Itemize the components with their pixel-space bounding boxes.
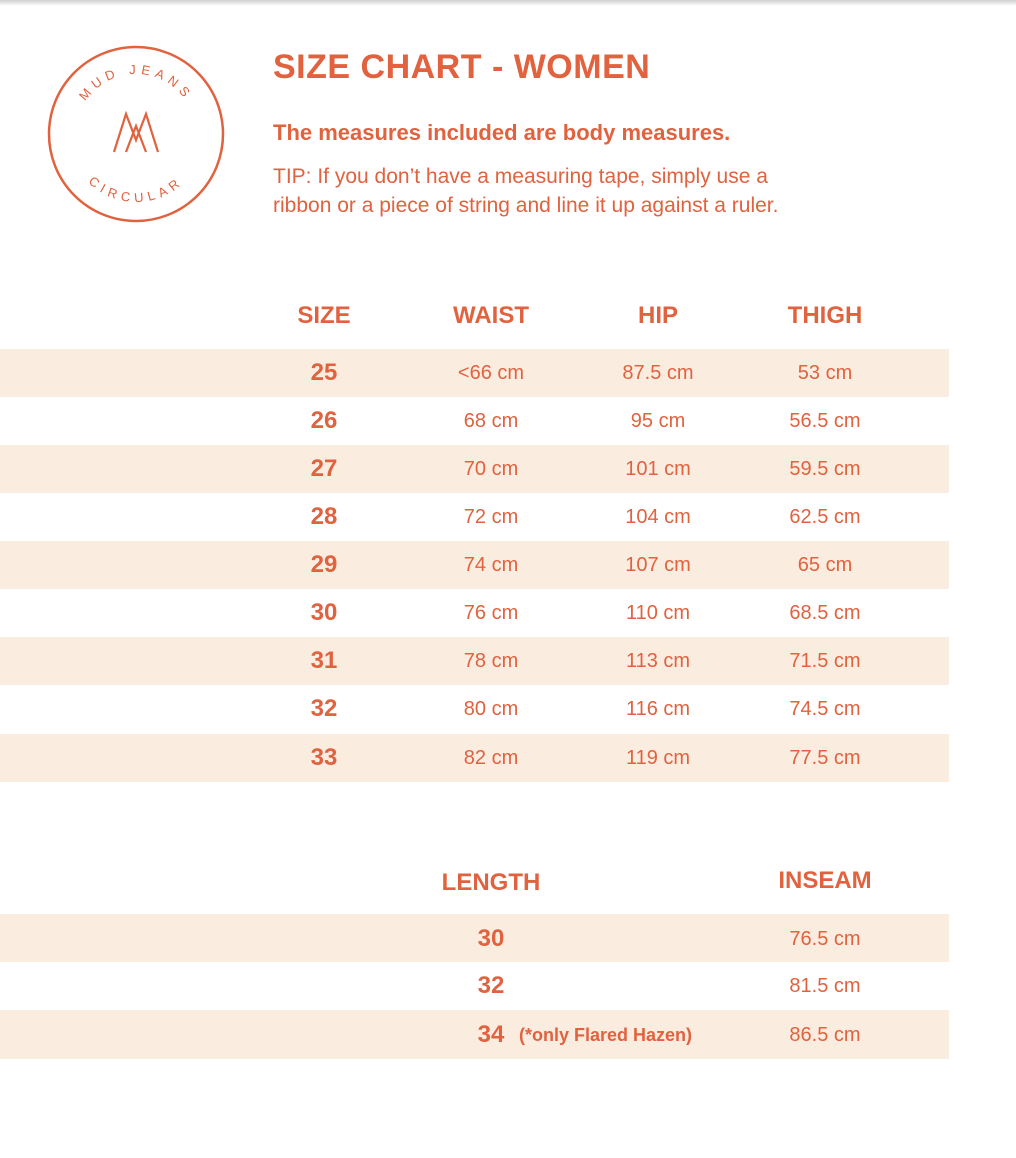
page-title: SIZE CHART - WOMEN [273, 48, 651, 86]
hip-cell: 119 cm [625, 747, 691, 769]
thigh-cell: 71.5 cm [789, 650, 861, 672]
column-header-waist: WAIST [453, 302, 529, 329]
thigh-cell: 59.5 cm [789, 458, 861, 480]
table-row [0, 349, 949, 397]
hip-cell: 116 cm [625, 698, 691, 720]
size-cell: 28 [310, 503, 338, 530]
inseam-cell: 76.5 cm [789, 928, 861, 950]
table-row [0, 493, 949, 541]
hip-cell: 113 cm [625, 650, 691, 672]
table-row [0, 637, 949, 685]
hip-cell: 101 cm [625, 458, 691, 480]
size-cell: 31 [310, 647, 338, 674]
tip-line-1: TIP: If you don’t have a measuring tape, simply use a [273, 165, 768, 188]
waist-cell: 70 cm [463, 458, 519, 480]
size-cell: 25 [310, 359, 338, 386]
top-edge-shadow [0, 0, 1016, 6]
hip-cell: 107 cm [625, 554, 691, 576]
length-cell: 34 [477, 1021, 505, 1048]
table-row [0, 685, 949, 733]
logo-bottom-text: CIRCULAR [85, 173, 187, 206]
length-cell: 32 [477, 972, 505, 999]
table-row [0, 734, 949, 782]
table-row [0, 589, 949, 637]
mud-jeans-logo [46, 44, 226, 224]
table-row [0, 541, 949, 589]
logo-top-text: MUD JEANS [75, 61, 197, 104]
size-cell: 26 [310, 407, 338, 434]
thigh-cell: 68.5 cm [789, 602, 861, 624]
size-cell: 29 [310, 551, 338, 578]
thigh-cell: 74.5 cm [789, 698, 861, 720]
flared-hazen-note: (*only Flared Hazen) [519, 1025, 693, 1045]
waist-cell: 80 cm [463, 698, 519, 720]
tip-line-2: ribbon or a piece of string and line it up against a ruler. [273, 194, 779, 217]
length-table-header [0, 861, 1016, 901]
column-header-length: LENGTH [441, 869, 541, 896]
waist-cell: 78 cm [463, 650, 519, 672]
thigh-cell: 53 cm [797, 362, 853, 384]
hip-cell: 110 cm [625, 602, 691, 624]
page-subtitle: The measures included are body measures. [273, 120, 731, 145]
cropped-footer-text [330, 1148, 750, 1158]
waist-cell: 74 cm [463, 554, 519, 576]
thigh-cell: 62.5 cm [789, 506, 861, 528]
table-row [0, 397, 949, 445]
table-row [0, 445, 949, 493]
inseam-cell: 86.5 cm [789, 1024, 861, 1046]
mud-jeans-m-icon [114, 114, 158, 152]
hip-cell: 87.5 cm [622, 362, 694, 384]
hip-cell: 95 cm [630, 410, 686, 432]
measuring-tip [273, 162, 933, 220]
table-row [0, 914, 949, 962]
table-row [0, 1010, 949, 1059]
length-cell: 30 [477, 925, 505, 952]
waist-cell: 68 cm [463, 410, 519, 432]
size-cell: 33 [310, 744, 338, 771]
thigh-cell: 77.5 cm [789, 747, 861, 769]
size-cell: 32 [310, 695, 338, 722]
waist-cell: <66 cm [457, 362, 525, 384]
inseam-cell: 81.5 cm [789, 975, 861, 997]
column-header-size: SIZE [297, 302, 351, 329]
thigh-cell: 56.5 cm [789, 410, 861, 432]
size-cell: 27 [310, 455, 338, 482]
waist-cell: 76 cm [463, 602, 519, 624]
column-header-thigh: THIGH [787, 302, 863, 329]
size-cell: 30 [310, 599, 338, 626]
hip-cell: 104 cm [625, 506, 691, 528]
waist-cell: 72 cm [463, 506, 519, 528]
column-header-inseam: INSEAM [778, 867, 872, 894]
svg-text:MUD JEANS [76, 62, 196, 103]
table-row [0, 962, 949, 1010]
size-table-header [0, 296, 1016, 336]
waist-cell: 82 cm [463, 747, 519, 769]
thigh-cell: 65 cm [797, 554, 853, 576]
svg-text:CIRCULAR [86, 173, 186, 205]
column-header-hip: HIP [637, 302, 678, 329]
